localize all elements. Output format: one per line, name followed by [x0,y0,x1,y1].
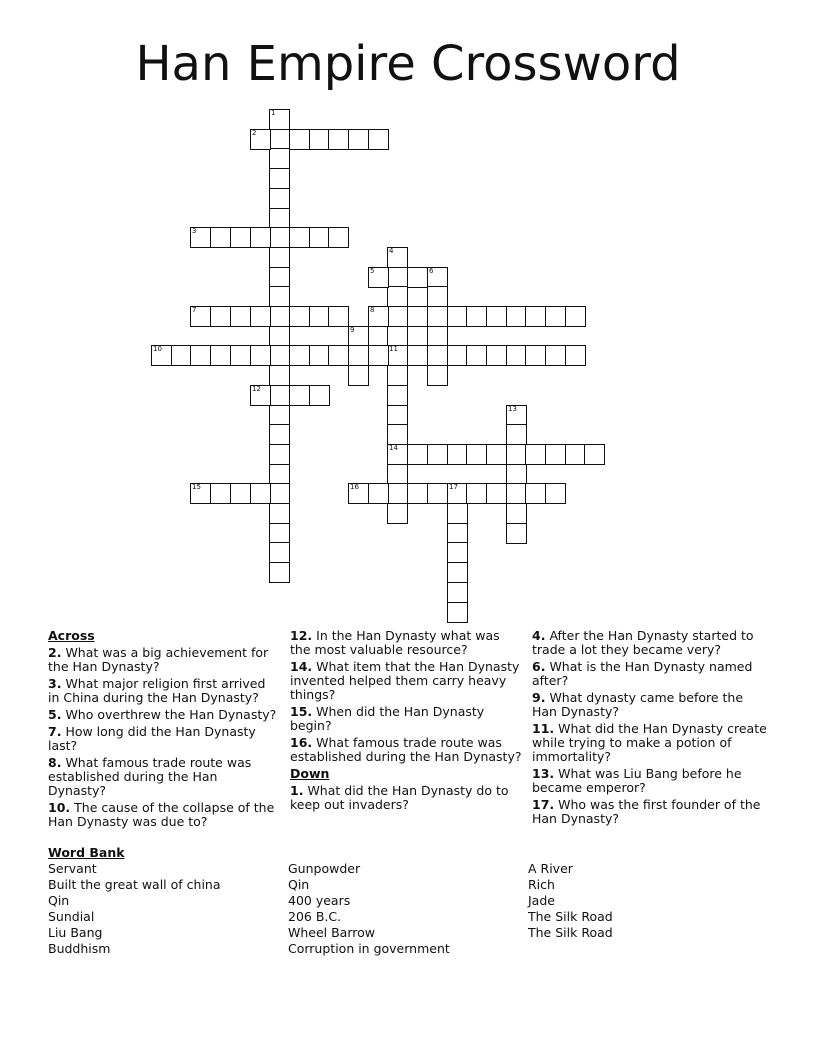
grid-cell[interactable] [348,345,369,366]
word-bank-item: Rich [528,877,555,892]
grid-cell[interactable] [387,286,408,307]
grid-cell[interactable] [506,464,527,485]
grid-cell[interactable] [368,267,389,288]
grid-cell[interactable] [289,385,310,406]
grid-cell[interactable] [309,306,330,327]
grid-cell[interactable] [368,306,389,327]
clue-number: 3 [192,227,197,235]
word-bank-item: Buddhism [48,941,111,956]
grid-cell[interactable] [447,523,468,544]
clues-column-1 [48,629,278,832]
grid-cell[interactable] [466,345,487,366]
word-bank-item: Gunpowder [288,861,361,876]
grid-cell[interactable] [190,345,211,366]
grid-cell[interactable] [545,444,566,465]
grid-cell[interactable] [289,227,310,248]
grid-cell[interactable] [427,267,448,288]
clue-across-7: 7. How long did the Han Dynasty last? [48,724,256,753]
grid-cell[interactable] [328,227,349,248]
grid-cell[interactable] [427,444,448,465]
clue-across-15: 15. When did the Han Dynasty begin? [290,704,485,733]
clue-across-10: 10. The cause of the collapse of the Han Dynasty was due to? [48,800,275,829]
grid-cell[interactable] [584,444,605,465]
grid-cell[interactable] [387,424,408,445]
clue-down-13: 13. What was Liu Bang before he became emperor? [532,766,742,795]
grid-cell[interactable] [427,326,448,347]
grid-cell[interactable] [447,582,468,603]
grid-cell[interactable] [269,523,290,544]
grid-cell[interactable] [466,306,487,327]
grid-cell[interactable] [269,345,290,366]
grid-cell[interactable] [230,306,251,327]
clue-number: 13 [508,405,517,413]
clue-down-17: 17. Who was the first founder of the Han Dynasty? [532,797,761,826]
grid-cell[interactable] [407,345,428,366]
grid-cell[interactable] [328,306,349,327]
grid-cell[interactable] [289,306,310,327]
grid-cell[interactable] [269,247,290,268]
grid-cell[interactable] [447,503,468,524]
grid-cell[interactable] [289,345,310,366]
clue-across-8: 8. What famous trade route was established during the Han Dynasty? [48,755,252,798]
clue-across-16: 16. What famous trade route was established during the Han Dynasty? [290,735,522,764]
grid-cell[interactable] [565,306,586,327]
grid-cell[interactable] [427,286,448,307]
clue-down-11: 11. What did the Han Dynasty create while trying to make a potion of immortality? [532,721,767,764]
grid-cell[interactable] [525,345,546,366]
clue-number: 14 [389,444,398,452]
grid-cell[interactable] [387,326,408,347]
clue-down-4: 4. After the Han Dynasty started to trade a lot they became very? [532,628,754,657]
grid-cell[interactable] [289,129,310,150]
clue-number: 17 [449,483,458,491]
grid-cell[interactable] [250,129,271,150]
grid-cell[interactable] [466,444,487,465]
grid-cell[interactable] [269,483,290,504]
grid-cell[interactable] [387,345,408,366]
grid-cell[interactable] [309,227,330,248]
clue-across-14: 14. What item that the Han Dynasty invented helped them carry heavy things? [290,659,520,702]
grid-cell[interactable] [407,444,428,465]
grid-cell[interactable] [269,385,290,406]
page-title: Han Empire Crossword [135,36,681,92]
grid-cell[interactable] [269,109,290,130]
clue-down-9: 9. What dynasty came before the Han Dynasty? [532,690,744,719]
word-bank-item: The Silk Road [528,909,613,924]
clue-number: 15 [192,483,201,491]
grid-cell[interactable] [269,188,290,209]
grid-cell[interactable] [269,444,290,465]
grid-cell[interactable] [447,444,468,465]
clue-across-3: 3. What major religion first arrived in China during the Han Dynasty? [48,676,266,705]
clue-down-6: 6. What is the Han Dynasty named after? [532,659,753,688]
grid-cell[interactable] [506,345,527,366]
word-bank-item: Sundial [48,909,95,924]
grid-cell[interactable] [368,129,389,150]
grid-cell[interactable] [328,345,349,366]
grid-cell[interactable] [368,345,389,366]
grid-cell[interactable] [407,267,428,288]
word-bank-column-3 [528,861,763,941]
grid-cell[interactable] [387,306,408,327]
word-bank-item: 400 years [288,893,351,908]
grid-cell[interactable] [309,385,330,406]
clue-number: 9 [350,326,355,334]
grid-cell[interactable] [309,345,330,366]
grid-cell[interactable] [506,503,527,524]
grid-cell[interactable] [230,227,251,248]
clues-column-2 [290,629,522,815]
grid-cell[interactable] [230,483,251,504]
grid-cell[interactable] [525,306,546,327]
grid-cell[interactable] [269,365,290,386]
grid-cell[interactable] [269,227,290,248]
grid-cell[interactable] [447,483,468,504]
grid-cell[interactable] [486,345,507,366]
clue-across-5: 5. Who overthrew the Han Dynasty? [48,707,277,722]
grid-cell[interactable] [210,483,231,504]
grid-cell[interactable] [565,345,586,366]
word-bank-item: Liu Bang [48,925,103,940]
grid-cell[interactable] [269,562,290,583]
clue-across-2: 2. What was a big achievement for the Han Dynasty? [48,645,269,674]
grid-cell[interactable] [151,345,172,366]
grid-cell[interactable] [309,129,330,150]
word-bank-item: 206 B.C. [288,909,342,924]
grid-cell[interactable] [545,483,566,504]
grid-cell[interactable] [210,227,231,248]
word-bank [48,845,768,956]
grid-cell[interactable] [427,345,448,366]
grid-cell[interactable] [269,405,290,426]
clues-column-3 [532,629,768,829]
word-bank-item: Wheel Barrow [288,925,375,940]
grid-cell[interactable] [447,345,468,366]
grid-cell[interactable] [387,385,408,406]
grid-cell[interactable] [190,483,211,504]
grid-cell[interactable] [486,306,507,327]
grid-cell[interactable] [269,464,290,485]
grid-cell[interactable] [447,562,468,583]
grid-cell[interactable] [348,326,369,347]
clue-number: 5 [370,267,375,275]
grid-cell[interactable] [348,365,369,386]
grid-cell[interactable] [506,444,527,465]
grid-cell[interactable] [269,148,290,169]
grid-cell[interactable] [269,286,290,307]
grid-cell[interactable] [269,208,290,229]
grid-cell[interactable] [269,503,290,524]
grid-cell[interactable] [250,227,271,248]
grid-cell[interactable] [250,345,271,366]
grid-cell[interactable] [387,405,408,426]
grid-cell[interactable] [486,444,507,465]
grid-cell[interactable] [348,483,369,504]
clue-number: 7 [192,306,197,314]
clue-number: 1 [271,109,276,117]
word-bank-heading: Word Bank [48,845,125,860]
grid-cell[interactable] [269,424,290,445]
grid-cell[interactable] [210,345,231,366]
grid-cell[interactable] [368,483,389,504]
word-bank-item: Qin [288,877,310,892]
clue-number: 16 [350,483,359,491]
grid-cell[interactable] [427,483,448,504]
grid-cell[interactable] [230,345,251,366]
word-bank-item: A River [528,861,573,876]
grid-cell[interactable] [466,483,487,504]
grid-cell[interactable] [190,306,211,327]
grid-cell[interactable] [506,405,527,426]
grid-cell[interactable] [506,306,527,327]
word-bank-item: Qin [48,893,70,908]
clue-down-1: 1. What did the Han Dynasty do to keep out invaders? [290,783,509,812]
grid-cell[interactable] [506,523,527,544]
grid-cell[interactable] [525,483,546,504]
clue-number: 11 [389,345,398,353]
grid-cell[interactable] [545,306,566,327]
grid-cell[interactable] [387,483,408,504]
grid-cell[interactable] [506,424,527,445]
grid-cell[interactable] [486,483,507,504]
grid-cell[interactable] [250,306,271,327]
word-bank-item: Built the great wall of china [48,877,221,892]
across-heading: Across [48,628,95,643]
grid-cell[interactable] [447,542,468,563]
grid-cell[interactable] [269,542,290,563]
grid-cell[interactable] [250,385,271,406]
grid-cell[interactable] [447,306,468,327]
grid-cell[interactable] [250,483,271,504]
grid-cell[interactable] [269,326,290,347]
clue-number: 2 [252,129,257,137]
clue-number: 12 [252,385,261,393]
grid-cell[interactable] [506,483,527,504]
word-bank-item: Servant [48,861,97,876]
grid-cell[interactable] [387,267,408,288]
grid-cell[interactable] [387,365,408,386]
grid-cell[interactable] [348,129,369,150]
clue-number: 8 [370,306,375,314]
clue-number: 6 [429,267,434,275]
grid-cell[interactable] [427,306,448,327]
grid-cell[interactable] [525,444,546,465]
down-heading: Down [290,766,330,781]
grid-cell[interactable] [269,306,290,327]
clue-across-12: 12. In the Han Dynasty what was the most valuable resource? [290,628,500,657]
clue-number: 10 [153,345,162,353]
grid-cell[interactable] [387,503,408,524]
grid-cell[interactable] [171,345,192,366]
word-bank-column-1 [48,861,283,957]
grid-cell[interactable] [407,483,428,504]
grid-cell[interactable] [387,247,408,268]
grid-cell[interactable] [407,306,428,327]
grid-cell[interactable] [545,345,566,366]
grid-cell[interactable] [210,306,231,327]
grid-cell[interactable] [269,129,290,150]
grid-cell[interactable] [269,267,290,288]
grid-cell[interactable] [190,227,211,248]
grid-cell[interactable] [565,444,586,465]
word-bank-column-2 [288,861,523,957]
word-bank-item: Corruption in government [288,941,450,956]
clue-number: 4 [389,247,394,255]
grid-cell[interactable] [427,365,448,386]
word-bank-item: Jade [528,893,555,908]
grid-cell[interactable] [447,602,468,623]
word-bank-item: The Silk Road [528,925,613,940]
grid-cell[interactable] [387,444,408,465]
grid-cell[interactable] [328,129,349,150]
grid-cell[interactable] [269,168,290,189]
grid-cell[interactable] [387,464,408,485]
